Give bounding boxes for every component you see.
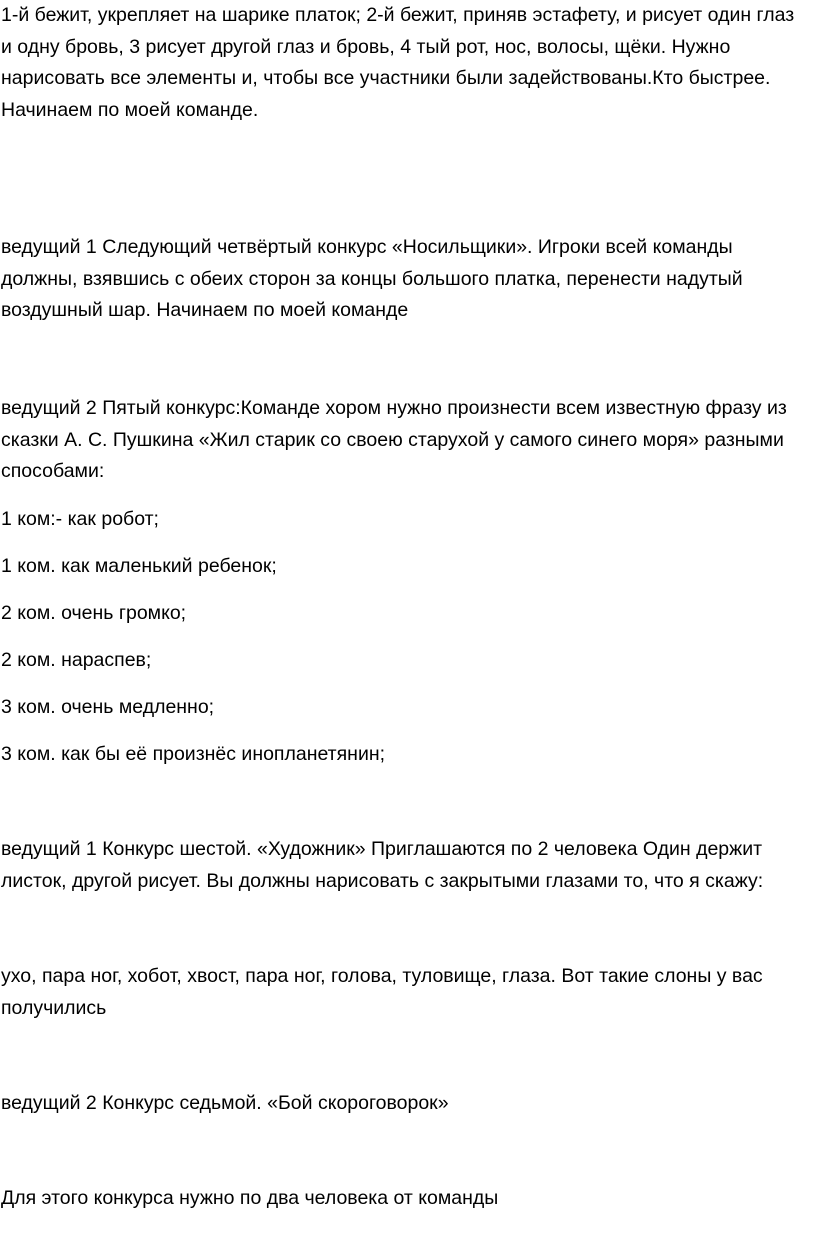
paragraph-two-per-team: Для этого конкурса нужно по два человека от команды — [1, 1187, 499, 1209]
paragraph-relay-rules: 1-й бежит, укрепляет на шарике платок; 2-й бежит, приняв эстафету, и рисует один глаз и одну бровь, 3 рисует другой глаз и бровь, 4 тый рот, нос, волосы, щёки. Нужно нарисовать все элементы и, чтобы все участники были задействованы.Кто быстрее. Начинаем по моей команде. — [1, 4, 795, 121]
list-item-team3-alien: 3 ком. как бы её произнёс инопланетянин; — [1, 743, 386, 765]
list-item-team3-slow: 3 ком. очень медленно; — [1, 696, 215, 718]
list-item-team1-child: 1 ком. как маленький ребенок; — [1, 555, 277, 577]
paragraph-contest-seven: ведущий 2 Конкурс седьмой. «Бой скороговорок» — [1, 1092, 449, 1114]
paragraph-contest-five: ведущий 2 Пятый конкурс:Команде хором нужно произнести всем известную фразу из сказки А. С. Пушкина «Жил старик со своею старухой у самого синего моря» разными способами: — [1, 397, 787, 482]
list-item-team1-robot: 1 ком:- как робот; — [1, 508, 159, 530]
list-item-team2-singsong: 2 ком. нараспев; — [1, 649, 152, 671]
paragraph-contest-six: ведущий 1 Конкурс шестой. «Художник» Приглашаются по 2 человека Один держит листок, другой рисует. Вы должны нарисовать с закрытыми глазами то, что я скажу: — [1, 838, 764, 892]
list-item-team2-loud: 2 ком. очень громко; — [1, 602, 187, 624]
paragraph-contest-four: ведущий 1 Следующий четвёртый конкурс «Носильщики». Игроки всей команды должны, взявшись с обеих сторон за концы большого платка, перенести надутый воздушный шар. Начинаем по моей команде — [1, 236, 743, 321]
paragraph-elephant-parts: ухо, пара ног, хобот, хвост, пара ног, голова, туловище, глаза. Вот такие слоны у вас получились — [1, 965, 763, 1019]
